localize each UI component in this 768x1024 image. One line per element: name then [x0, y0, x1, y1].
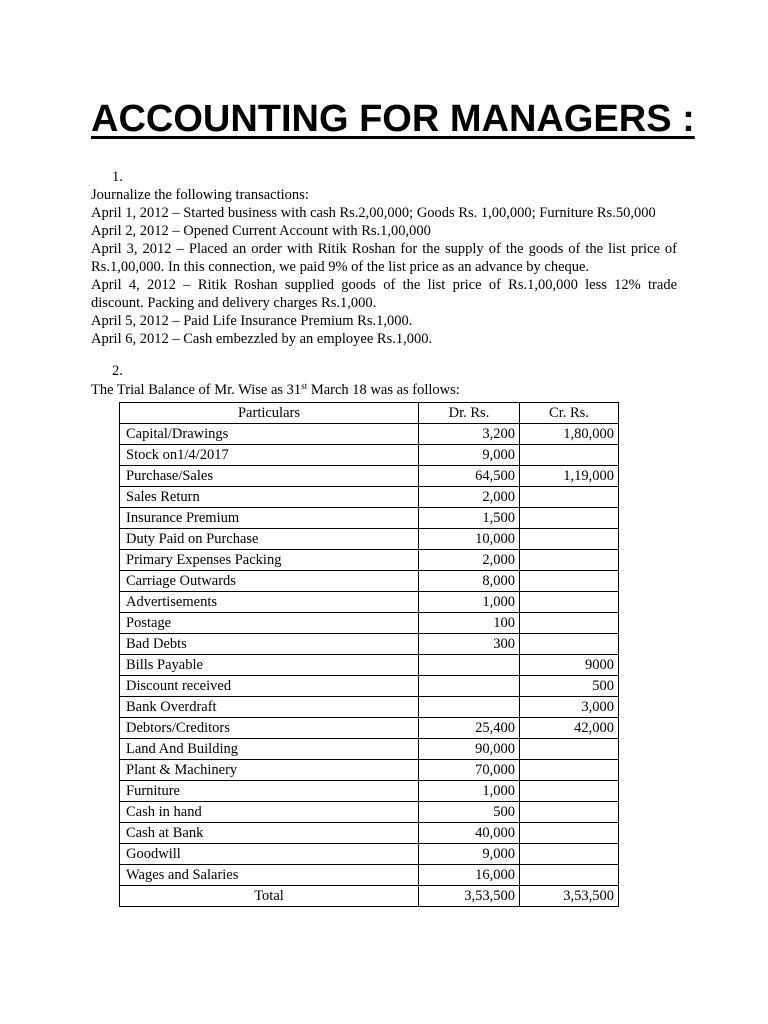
cell-credit: [520, 865, 619, 886]
intro-text-before: The Trial Balance of Mr. Wise as 31: [91, 382, 302, 398]
cell-particular: Wages and Salaries: [120, 865, 419, 886]
table-row: [120, 613, 619, 634]
cell-particular: Plant & Machinery: [120, 760, 419, 781]
cell-debit: 64,500: [419, 466, 520, 487]
cell-credit: [520, 613, 619, 634]
cell-debit: 40,000: [419, 823, 520, 844]
cell-particular: Advertisements: [120, 592, 419, 613]
intro-text-after: March 18 was as follows:: [307, 382, 460, 398]
cell-credit: 9000: [520, 655, 619, 676]
cell-debit: 70,000: [419, 760, 520, 781]
table-row: [120, 466, 619, 487]
cell-debit: 1,000: [419, 592, 520, 613]
table-header-row: [120, 403, 619, 424]
q1-line: April 4, 2012 – Ritik Roshan supplied goods of the list price of Rs.1,00,000 less 12% trade: [91, 277, 677, 293]
cell-particular: Debtors/Creditors: [120, 718, 419, 739]
cell-debit: 100: [419, 613, 520, 634]
table-row: [120, 655, 619, 676]
cell-credit: [520, 739, 619, 760]
cell-particular: Insurance Premium: [120, 508, 419, 529]
cell-particular: Postage: [120, 613, 419, 634]
cell-debit: 500: [419, 802, 520, 823]
cell-credit: [520, 760, 619, 781]
cell-debit: [419, 676, 520, 697]
cell-credit: [520, 634, 619, 655]
cell-debit: 300: [419, 634, 520, 655]
q1-line: April 1, 2012 – Started business with cash Rs.2,00,000; Goods Rs. 1,00,000; Furniture Rs.50,000: [91, 205, 656, 221]
intro-ordinal-suffix: st: [301, 381, 308, 391]
table-row: [120, 424, 619, 445]
question-1-text: [91, 186, 677, 348]
cell-credit: 42,000: [520, 718, 619, 739]
cell-debit: [419, 655, 520, 676]
table-row: [120, 865, 619, 886]
cell-credit: [520, 487, 619, 508]
header-credit: Cr. Rs.: [520, 403, 619, 424]
cell-particular: Cash in hand: [120, 802, 419, 823]
cell-credit: 3,000: [520, 697, 619, 718]
table-row: [120, 718, 619, 739]
question-2-number: 2.: [112, 363, 123, 379]
cell-debit: 2,000: [419, 487, 520, 508]
table-row: [120, 823, 619, 844]
cell-debit: 9,000: [419, 844, 520, 865]
cell-credit: 1,19,000: [520, 466, 619, 487]
cell-credit: [520, 781, 619, 802]
table-row: [120, 592, 619, 613]
cell-particular: Land And Building: [120, 739, 419, 760]
cell-particular: Capital/Drawings: [120, 424, 419, 445]
q1-line: April 3, 2012 – Placed an order with Ritik Roshan for the supply of the goods of the list price of: [91, 241, 677, 257]
cell-particular: Furniture: [120, 781, 419, 802]
total-row: [120, 886, 619, 907]
cell-debit: 25,400: [419, 718, 520, 739]
q1-line: April 5, 2012 – Paid Life Insurance Premium Rs.1,000.: [91, 313, 413, 329]
cell-credit: [520, 571, 619, 592]
cell-particular: Goodwill: [120, 844, 419, 865]
q1-line: Rs.1,00,000. In this connection, we paid 9% of the list price as an advance by cheque.: [91, 259, 590, 275]
q1-line: April 6, 2012 – Cash embezzled by an employee Rs.1,000.: [91, 331, 433, 347]
cell-debit: 2,000: [419, 550, 520, 571]
cell-particular: Cash at Bank: [120, 823, 419, 844]
cell-particular: Stock on1/4/2017: [120, 445, 419, 466]
cell-credit: [520, 802, 619, 823]
cell-credit: [520, 823, 619, 844]
table-row: [120, 550, 619, 571]
cell-credit: [520, 592, 619, 613]
table-row: [120, 634, 619, 655]
cell-credit: [520, 508, 619, 529]
cell-particular: Bad Debts: [120, 634, 419, 655]
table-row: [120, 760, 619, 781]
cell-credit: [520, 445, 619, 466]
table-row: [120, 739, 619, 760]
cell-particular: Carriage Outwards: [120, 571, 419, 592]
cell-debit: [419, 697, 520, 718]
cell-particular: Primary Expenses Packing: [120, 550, 419, 571]
trial-balance-intro: [91, 381, 460, 399]
total-label: Total: [120, 886, 419, 907]
trial-balance-table: [119, 402, 619, 907]
cell-credit: 1,80,000: [520, 424, 619, 445]
cell-debit: 9,000: [419, 445, 520, 466]
question-1-number: 1.: [112, 169, 123, 185]
cell-debit: 1,000: [419, 781, 520, 802]
table-row: [120, 781, 619, 802]
page-title: ACCOUNTING FOR MANAGERS :: [91, 98, 695, 140]
cell-particular: Duty Paid on Purchase: [120, 529, 419, 550]
table-row: [120, 844, 619, 865]
cell-debit: 16,000: [419, 865, 520, 886]
table-row: [120, 697, 619, 718]
table-row: [120, 445, 619, 466]
cell-credit: [520, 529, 619, 550]
cell-particular: Sales Return: [120, 487, 419, 508]
cell-particular: Bills Payable: [120, 655, 419, 676]
total-debit: 3,53,500: [419, 886, 520, 907]
header-particulars: Particulars: [120, 403, 419, 424]
header-debit: Dr. Rs.: [419, 403, 520, 424]
cell-particular: Bank Overdraft: [120, 697, 419, 718]
table-row: [120, 676, 619, 697]
total-credit: 3,53,500: [520, 886, 619, 907]
q1-line: discount. Packing and delivery charges Rs.1,000.: [91, 295, 377, 311]
cell-credit: [520, 550, 619, 571]
cell-debit: 3,200: [419, 424, 520, 445]
q1-line: Journalize the following transactions:: [91, 187, 309, 203]
table-row: [120, 571, 619, 592]
cell-debit: 10,000: [419, 529, 520, 550]
cell-particular: Discount received: [120, 676, 419, 697]
table-row: [120, 508, 619, 529]
cell-particular: Purchase/Sales: [120, 466, 419, 487]
cell-credit: [520, 844, 619, 865]
cell-debit: 1,500: [419, 508, 520, 529]
cell-credit: 500: [520, 676, 619, 697]
q1-line: April 2, 2012 – Opened Current Account with Rs.1,00,000: [91, 223, 431, 239]
table-row: [120, 529, 619, 550]
table-row: [120, 802, 619, 823]
table-row: [120, 487, 619, 508]
cell-debit: 90,000: [419, 739, 520, 760]
cell-debit: 8,000: [419, 571, 520, 592]
